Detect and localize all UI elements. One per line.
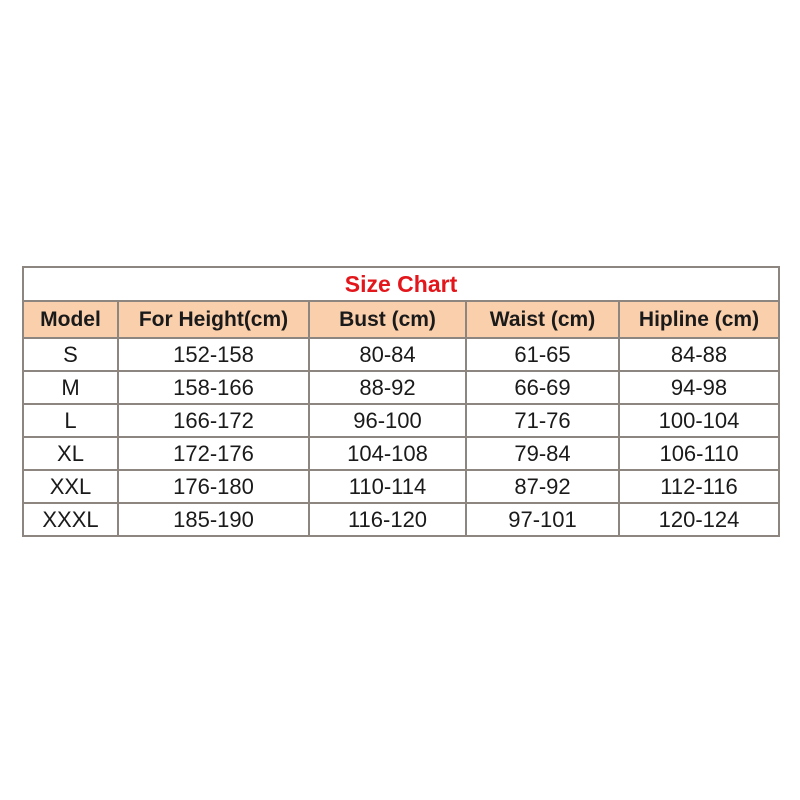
bust-cell: 116-120: [309, 503, 466, 536]
column-header-waist: Waist (cm): [466, 301, 619, 338]
hipline-cell: 106-110: [619, 437, 779, 470]
column-header-bust: Bust (cm): [309, 301, 466, 338]
waist-cell: 66-69: [466, 371, 619, 404]
table-row: [23, 503, 779, 536]
table-row: [23, 371, 779, 404]
waist-cell: 79-84: [466, 437, 619, 470]
hipline-cell: 112-116: [619, 470, 779, 503]
column-header-height: For Height(cm): [118, 301, 309, 338]
size-cell: S: [23, 338, 118, 371]
size-cell: M: [23, 371, 118, 404]
table-row: [23, 404, 779, 437]
height-cell: 176-180: [118, 470, 309, 503]
height-cell: 158-166: [118, 371, 309, 404]
bust-cell: 96-100: [309, 404, 466, 437]
size-chart-table: [22, 266, 780, 537]
size-chart-title: Size Chart: [23, 267, 779, 301]
hipline-cell: 84-88: [619, 338, 779, 371]
size-chart-header-row: [23, 301, 779, 338]
table-row: [23, 437, 779, 470]
hipline-cell: 120-124: [619, 503, 779, 536]
height-cell: 185-190: [118, 503, 309, 536]
height-cell: 172-176: [118, 437, 309, 470]
height-cell: 166-172: [118, 404, 309, 437]
column-header-hipline: Hipline (cm): [619, 301, 779, 338]
size-cell: XXXL: [23, 503, 118, 536]
waist-cell: 71-76: [466, 404, 619, 437]
waist-cell: 61-65: [466, 338, 619, 371]
bust-cell: 80-84: [309, 338, 466, 371]
table-row: [23, 338, 779, 371]
size-cell: XXL: [23, 470, 118, 503]
waist-cell: 87-92: [466, 470, 619, 503]
table-row: [23, 470, 779, 503]
bust-cell: 88-92: [309, 371, 466, 404]
size-cell: L: [23, 404, 118, 437]
hipline-cell: 94-98: [619, 371, 779, 404]
hipline-cell: 100-104: [619, 404, 779, 437]
size-cell: XL: [23, 437, 118, 470]
bust-cell: 110-114: [309, 470, 466, 503]
column-header-model: Model: [23, 301, 118, 338]
height-cell: 152-158: [118, 338, 309, 371]
waist-cell: 97-101: [466, 503, 619, 536]
size-chart-title-row: [23, 267, 779, 301]
bust-cell: 104-108: [309, 437, 466, 470]
